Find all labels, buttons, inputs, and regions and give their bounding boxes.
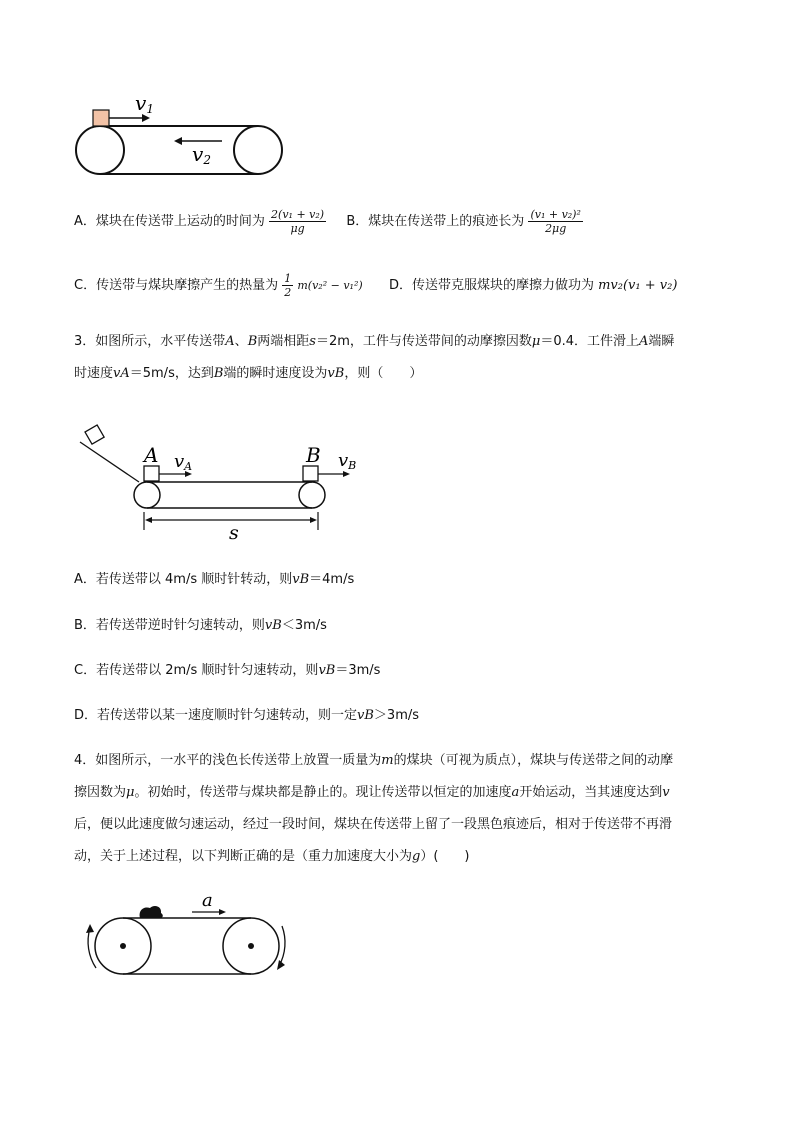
v2-arrowhead [174,137,182,145]
ramp [80,442,139,482]
right-axle [248,943,254,949]
coal-lump [140,906,163,918]
roller-b [299,482,325,508]
label-a: A [144,443,159,467]
label-vb: vB [338,450,357,472]
q3-stem-line2: 时速度vA＝5m/s，达到B端的瞬时速度设为vB，则（ ） [74,366,423,381]
left-axle [120,943,126,949]
q3-option-a: A．若传送带以 4m/s 顺时针转动，则vB＝4m/s [74,572,355,587]
q2-option-a-fraction [269,208,326,235]
label-s: s [229,522,239,544]
right-roller [234,126,282,174]
figure-conveyor-a-b [72,420,372,545]
right-rotation-arc [279,926,285,966]
q2-option-b-fraction [528,208,582,235]
q2-option-b-text: B．煤块在传送带上的痕迹长为 [346,214,525,229]
q2-option-d-expression: mv₂(v₁ + v₂) [598,278,678,293]
q3-option-c: C．若传送带以 2m/s 顺时针匀速转动，则vB＝3m/s [74,663,381,678]
fraction-denominator: 2μg [545,222,567,235]
label-b: B [306,443,321,467]
q3-stem-line1: 3．如图所示，水平传送带A、B两端相距s＝2m，工件与传送带间的动摩擦因数μ＝0.4．工件滑上A端瞬 [74,334,675,349]
q2-option-c-fraction [282,272,293,299]
q2-option-cd [74,272,677,299]
fraction-numerator: 2(v₁ + v₂) [271,208,325,221]
s-arrowhead-right [310,517,317,523]
s-arrowhead-left [145,517,152,523]
roller-a [134,482,160,508]
q2-option-c-expression: m(v₂² − v₁²) [297,279,363,292]
label-a: a [202,890,213,911]
fraction-numerator: 1 [284,272,292,285]
block-at-b [303,466,318,481]
block-at-a [144,466,159,481]
q2-option-ab [74,208,583,235]
q3-option-b: B．若传送带逆时针匀速转动，则vB＜3m/s [74,618,327,633]
q2-option-a-text: A．煤块在传送带上运动的时间为 [74,214,265,229]
figure-conveyor-acceleration [76,888,296,978]
coal-block [93,110,109,126]
q4-stem-line4: 动，关于上述过程，以下判断正确的是（重力加速度大小为g）( ) [74,849,470,864]
v1-label: v1 [135,92,154,116]
label-va: vA [174,451,193,473]
a-arrowhead [219,909,226,915]
q3-option-d: D．若传送带以某一速度顺时针匀速转动，则一定vB＞3m/s [74,708,420,723]
figure-conveyor-v1-v2 [70,92,290,182]
q2-option-d-text: D．传送带克服煤块的摩擦力做功为 [388,278,594,293]
q4-stem-line3: 后，便以此速度做匀速运动，经过一段时间，煤块在传送带上留了一段黑色痕迹后，相对于传送带不再滑 [74,817,673,832]
left-rotation-arrowhead [86,924,94,933]
fraction-denominator: μg [290,222,305,235]
q4-stem-line1: 4．如图所示，一水平的浅色长传送带上放置一质量为m的煤块（可视为质点），煤块与传送带之间的动摩 [74,753,674,768]
incoming-block [85,425,104,444]
q2-option-c-text: C．传送带与煤块摩擦产生的热量为 [74,278,279,293]
fraction-denominator: 2 [284,286,292,299]
left-roller [76,126,124,174]
fraction-numerator: (v₁ + v₂)² [530,208,581,221]
q4-stem-line2: 擦因数为μ。初始时，传送带与煤块都是静止的。现让传送带以恒定的加速度a开始运动，当其速度达到v [74,785,670,800]
v2-label: v2 [192,142,211,167]
